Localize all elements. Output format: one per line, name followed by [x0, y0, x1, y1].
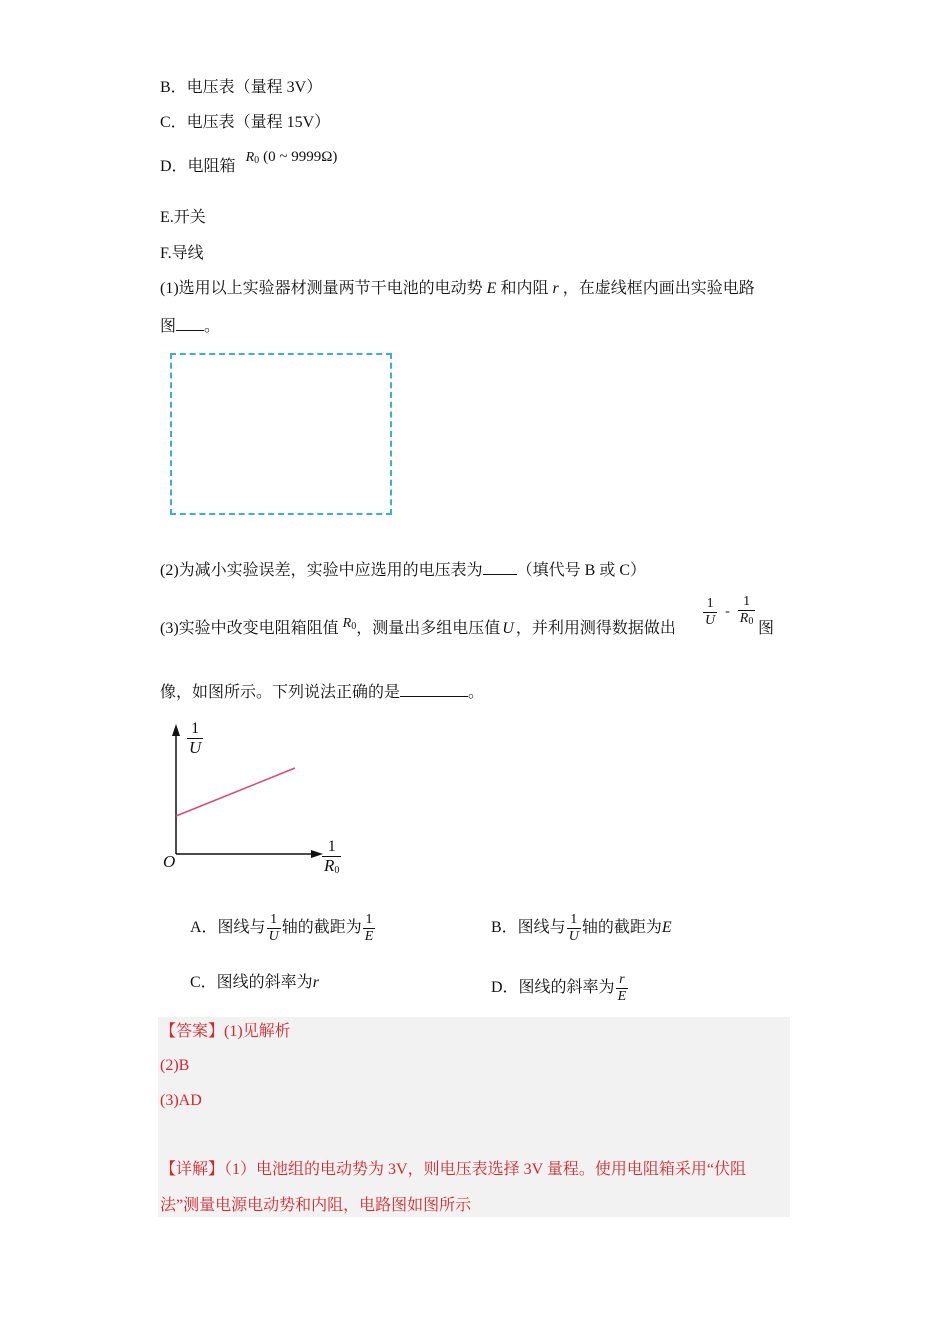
q3-frac2-den [738, 610, 756, 630]
q2-answer-blank [483, 558, 517, 575]
option-c: C．电压表（量程 15V） [160, 114, 331, 131]
q2-line [160, 558, 646, 582]
choice-d-frac [616, 972, 629, 1005]
option-b: B．电压表（量程 3V） [160, 79, 323, 96]
answer-box [158, 1017, 790, 1217]
q1-text-a: (1)选用以上实验器材测量两节干电池的电动势 [160, 280, 483, 297]
x-label-den-R: R [324, 856, 335, 875]
answer-line1 [160, 1021, 291, 1043]
q3-text-end: 。 [468, 684, 485, 701]
q1-text-mid: 和内阻 [500, 280, 549, 297]
choice-a-num2: 1 [365, 912, 373, 927]
choice-c-text: C．图线的斜率为 [190, 974, 313, 991]
q3-frac1-den: U [705, 612, 716, 628]
q3-text-a: (3)实验中改变电阻箱阻值 [160, 620, 339, 637]
detail-label: 【详解】 [160, 1161, 225, 1178]
answer-3: (3)AD [160, 1092, 202, 1109]
q1-line1 [160, 278, 755, 300]
q3-frac-1-over-r0 [738, 594, 756, 630]
resistance-subscript: 0 [254, 155, 260, 166]
choice-b-text-a: B．图线与 [491, 919, 566, 937]
y-axis-label [187, 720, 203, 757]
choice-a-den: U [268, 929, 279, 944]
option-d-formula [246, 148, 338, 165]
q1-line2 [160, 314, 220, 338]
choice-b-frac [567, 912, 581, 945]
q1-text-d: 。 [204, 318, 221, 335]
q2-text-a: (2)为减小实验误差，实验中应选用的电压表为 [160, 562, 483, 579]
q3-frac1-num: 1 [706, 595, 714, 611]
resistance-symbol: R [245, 150, 255, 165]
choice-b-text-b: 轴的截距为 [581, 919, 662, 937]
q3-line2 [160, 680, 484, 704]
choice-d-den: E [617, 989, 627, 1004]
q3-text-d: 图 [758, 620, 775, 637]
answer-1: (1)见解析 [224, 1023, 291, 1040]
detail-line1 [160, 1159, 746, 1181]
q3-graph-variables [702, 594, 756, 630]
answer-2: (2)B [160, 1057, 190, 1074]
choice-a-frac2 [363, 912, 376, 945]
y-axis-arrow [172, 724, 180, 736]
q3-text-e: 像，如图所示。下列说法正确的是 [160, 684, 401, 701]
choice-d [491, 972, 629, 1005]
inverse-graph [155, 720, 355, 890]
origin-label: O [163, 852, 176, 871]
q3-U-symbol: U [502, 620, 514, 637]
detail-text-2: 法”测量电源电动势和内阻，电路图如图所示 [160, 1197, 472, 1214]
q1-answer-blank [176, 314, 204, 331]
q3-frac2-den-sub: 0 [748, 616, 754, 627]
x-label-den [322, 856, 341, 880]
choice-b-num: 1 [570, 912, 578, 927]
x-label-num: 1 [327, 838, 336, 855]
q2-text-b: （填代号 B 或 C） [516, 562, 647, 579]
q3-line1 [160, 618, 676, 644]
choice-c-r: r [312, 974, 319, 991]
data-line [176, 768, 295, 816]
choice-a [190, 912, 376, 945]
q3-frac-1-over-u [703, 596, 717, 629]
choice-a-text-b: 轴的截距为 [281, 919, 362, 937]
q3-R-sub: 0 [351, 621, 357, 632]
detail-text-1: （1）电池组的电动势为 3V，则电压表选择 3V 量程。使用电阻箱采用“伏阻 [224, 1161, 746, 1178]
option-f: F.导线 [160, 245, 204, 262]
choice-a-frac [267, 912, 281, 945]
choice-a-den2: E [364, 929, 374, 944]
choice-d-text: D．图线的斜率为 [491, 979, 615, 997]
q3-frac2-den-R: R [739, 611, 749, 626]
choice-a-num: 1 [270, 912, 278, 927]
q3-answer-blank [400, 680, 468, 697]
option-d-label: D．电阻箱 [160, 158, 236, 175]
choice-b-E: E [661, 919, 672, 937]
option-e: E.开关 [160, 209, 206, 226]
option-d [160, 149, 338, 182]
choice-b-den: U [568, 929, 579, 944]
y-label-num: 1 [191, 720, 200, 737]
q1-text-b: ，在虚线框内画出实验电路 [562, 280, 755, 297]
q3-text-b: ，测量出多组电压值 [356, 620, 501, 637]
q1-emf-symbol: E [486, 280, 497, 297]
x-label-den-sub: 0 [334, 865, 340, 876]
q3-frac2-num: 1 [743, 594, 751, 609]
choice-c [190, 972, 319, 994]
q1-r-symbol: r [552, 280, 559, 297]
x-axis-label [322, 838, 341, 880]
circuit-drawing-box [170, 353, 392, 515]
choice-a-text-a: A．图线与 [190, 919, 266, 937]
q3-resistance [343, 614, 357, 631]
choice-d-num: r [619, 972, 625, 987]
q3-R-symbol: R [342, 616, 352, 631]
answer-label: 【答案】 [160, 1023, 225, 1040]
q3-dash: - [725, 604, 730, 619]
choice-b [491, 912, 672, 945]
q3-text-c: ，并利用测得数据做出 [515, 620, 676, 637]
q1-text-c: 图 [160, 318, 177, 335]
y-label-den: U [189, 738, 202, 757]
resistance-range: (0 ~ 9999Ω) [263, 149, 338, 165]
